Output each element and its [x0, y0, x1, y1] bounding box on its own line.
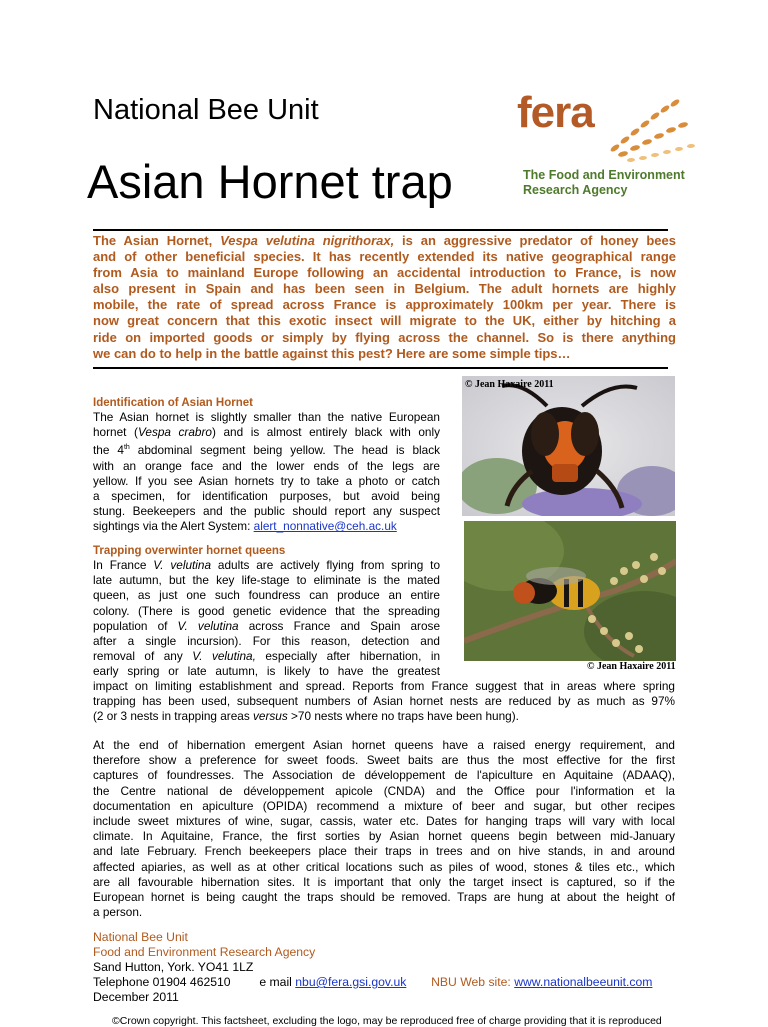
footer-org-2: Food and Environment Research Agency — [93, 945, 316, 959]
intro-line: from Asia to mainland Europe following an accidental introduction to France, is now — [93, 265, 676, 281]
footer-web-label: NBU Web site: — [431, 975, 515, 989]
intro-line: ride on imported goods or simply by flying across the channel. So is there anything — [93, 329, 676, 345]
hibernation-paragraph: At the end of hibernation emergent Asian hornet queens have a raised energy requirement, and therefore show a preference for sweet foods. Sweet baits are thus the most effective for the first captures of foundresses. The Association de développement de l'apiculture en Aquitaine (ADAAQ), the Centre national de développement apicole (CNDA) and the Office pour l'information et la documentation en apiculture (OPIDA) recommend a mixture of beer and sugar, but other recipes include sweet mixtures of wine, sugar, cassis, water etc. Dates for hanging traps will vary with local climate. In Aquitaine, France, the first sorties by Asian hornet queens begin between mid-January and late February. French beekeepers place their traps in trees and on hive stands, in and around affected apiaries, as well as at other critical locations such as piles of wood, stones & tiles etc., which are all favourable hibernation sites. It is important that only the target insect is captured, so if the European hornet is being caught the traps should be removed. Traps are hung at about the height of a person. — [93, 738, 675, 920]
fera-logo — [485, 78, 703, 218]
hornet-on-branch-image — [464, 521, 676, 661]
logo-tagline — [523, 168, 685, 198]
intro-line: and of other beneficial species. It has recently extended its native geographical range — [93, 249, 676, 265]
footer-email-label: e mail — [259, 975, 296, 989]
logo-wordmark: fera — [517, 88, 594, 137]
footer-contact-line — [93, 975, 652, 990]
trapping-paragraph-wide: impact on limiting establishment and spread. Reports from France suggest that in areas where spring trapping has been used, subsequent numbers of Asian hornet nests are reduced by as much as 97% (2 or 3 nests in trapping areas versus >70 nests where no traps have been hung). — [93, 679, 675, 724]
hornet-face-image — [462, 376, 675, 516]
intro-line: also present in Spain and has been seen in Belgium. The adult hornets are highly — [93, 281, 676, 297]
footer-address: Sand Hutton, York. YO41 1LZ — [93, 960, 254, 974]
intro-paragraph — [93, 233, 676, 362]
footer-org-1: National Bee Unit — [93, 930, 188, 944]
organization-name: National Bee Unit — [93, 94, 319, 126]
document-title: Asian Hornet trap — [87, 155, 453, 208]
intro-line: mobile, the rate of spread across France is approximately 100km per year. There is — [93, 297, 676, 313]
footer-telephone: Telephone 01904 462510 — [93, 975, 231, 989]
wheat-logo-icon — [595, 88, 703, 168]
top-divider — [93, 229, 668, 231]
intro-line: we can do to help in the battle against this pest? Here are some simple tips… — [93, 345, 571, 361]
alert-email-link[interactable]: alert_nonnative@ceh.ac.uk — [253, 519, 397, 534]
hornet-photo-bottom — [464, 521, 676, 661]
identification-heading: Identification of Asian Hornet — [93, 397, 253, 409]
intro-line: The Asian Hornet, Vespa velutina nigrithorax, is an aggressive predator of honey bees — [93, 233, 676, 248]
trapping-heading: Trapping overwinter hornet queens — [93, 545, 286, 557]
copyright-notice: ©Crown copyright. This factsheet, excluding the logo, may be reproduced free of charge providing that it is reproduced — [112, 1015, 662, 1027]
footer-email-link[interactable]: nbu@fera.gsi.gov.uk — [295, 975, 407, 989]
footer-date: December 2011 — [93, 990, 179, 1004]
hornet-photo-top — [462, 376, 675, 516]
footer-web-link[interactable]: www.nationalbeeunit.com — [514, 975, 653, 989]
photo-credit-bottom: © Jean Haxaire 2011 — [587, 661, 676, 672]
identification-paragraph: The Asian hornet is slightly smaller than the native European hornet (Vespa crabro) and is almost entirely black with only the 4th abdominal segment being yellow. The head is black with an orange face and the lower ends of the legs are yellow. If you see Asian hornets try to take a photo or catch a specimen, for identification purposes, but avoid being stung. Beekeepers and the public should report any suspect sightings via the Alert System: alert_nonnative@ceh.ac.uk — [93, 410, 440, 534]
intro-divider — [93, 367, 668, 369]
logo-tagline-line-1: The Food and Environment — [523, 168, 685, 182]
photo-credit-top: © Jean Haxaire 2011 — [465, 379, 554, 390]
trapping-paragraph-narrow: In France V. velutina adults are actively flying from spring to late autumn, but the key life-stage to eliminate is the mated queen, as just one such foundress can produce an entire colony. (There is good genetic evidence that the spreading population of V. velutina across France and Spain arose after a single incursion). For this reason, detection and removal of any V. velutina, especially after hibernation, in early spring or late autumn, is likely to have the greatest — [93, 558, 441, 679]
logo-tagline-line-2: Research Agency — [523, 183, 628, 197]
intro-line: now great concern that this exotic insect will migrate to the UK, either by hitching a — [93, 313, 676, 329]
